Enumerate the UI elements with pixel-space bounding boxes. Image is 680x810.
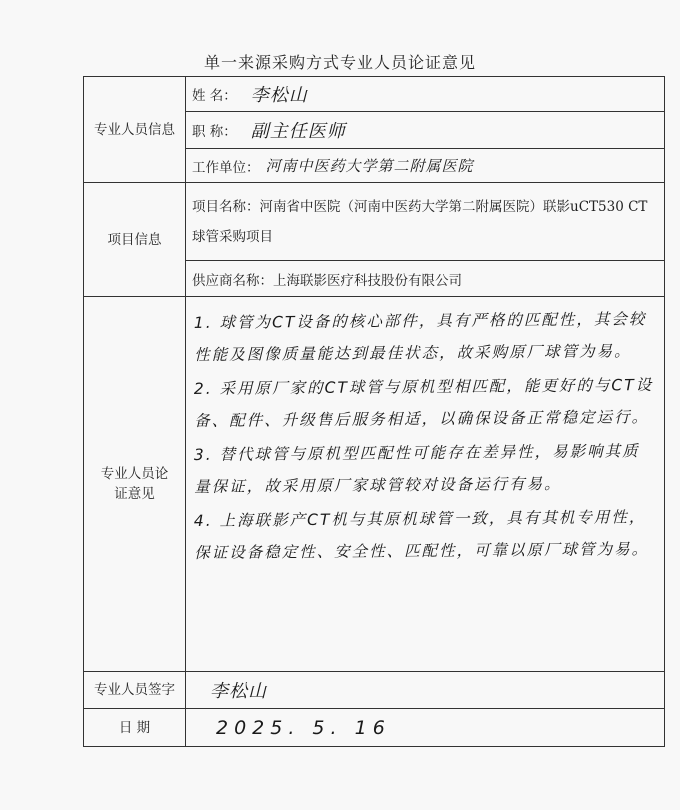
project-info-label: 项目信息 <box>84 183 186 297</box>
row-name <box>84 77 665 112</box>
opinion-text <box>186 297 664 567</box>
opinion-paragraph-2: 2. 采用原厂家的CT球管与原机型相匹配，能更好的与CT设备、配件、升级售后服务相适，以确保设备正常稳定运行。 <box>193 375 654 431</box>
signature-value: 李松山 <box>210 681 267 702</box>
position-value: 副主任医师 <box>250 121 346 142</box>
row-date <box>84 709 665 747</box>
opinion-paragraph-1: 1. 球管为CT设备的核心部件，具有严格的匹配性，其会较性能及图像质量能达到最佳状态，故采购原厂球管为易。 <box>193 310 647 365</box>
opinion-paragraph-4: 4. 上海联影产CT机与其原机球管一致，具有其机专用性，保证设备稳定性、安全性、匹配性，可靠以原厂球管为易。 <box>193 508 650 563</box>
name-label: 姓 名： <box>192 88 237 104</box>
name-value: 李松山 <box>250 85 308 106</box>
unit-value: 河南中医药大学第二附属医院 <box>265 157 474 175</box>
signature-label: 专业人员签字 <box>84 672 186 709</box>
opinion-form-table <box>83 76 665 747</box>
unit-label: 工作单位： <box>192 159 260 176</box>
project-name-label: 项目名称： <box>192 198 260 215</box>
row-signature <box>84 672 665 709</box>
opinion-label: 专业人员论证意见 <box>100 466 169 502</box>
row-opinion <box>84 297 665 672</box>
position-label: 职 称： <box>192 124 237 140</box>
date-label: 日 期 <box>84 709 186 747</box>
supplier-value: 上海联影医疗科技股份有限公司 <box>273 272 462 289</box>
document-title: 单一来源采购方式专业人员论证意见 <box>203 53 476 72</box>
opinion-paragraph-3: 3. 替代球管与原机型匹配性可能存在差异性，易影响其质量保证，故采用原厂家球管较对设备运行有易。 <box>193 442 640 497</box>
row-project-name <box>84 183 665 261</box>
date-value: 2025. 5. 16 <box>216 716 391 739</box>
expert-info-label: 专业人员信息 <box>84 77 186 183</box>
supplier-label: 供应商名称： <box>192 272 273 289</box>
project-name-value: 河南省中医院（河南中医药大学第二附属医院）联影uCT530 CT球管采购项目 <box>192 198 648 245</box>
